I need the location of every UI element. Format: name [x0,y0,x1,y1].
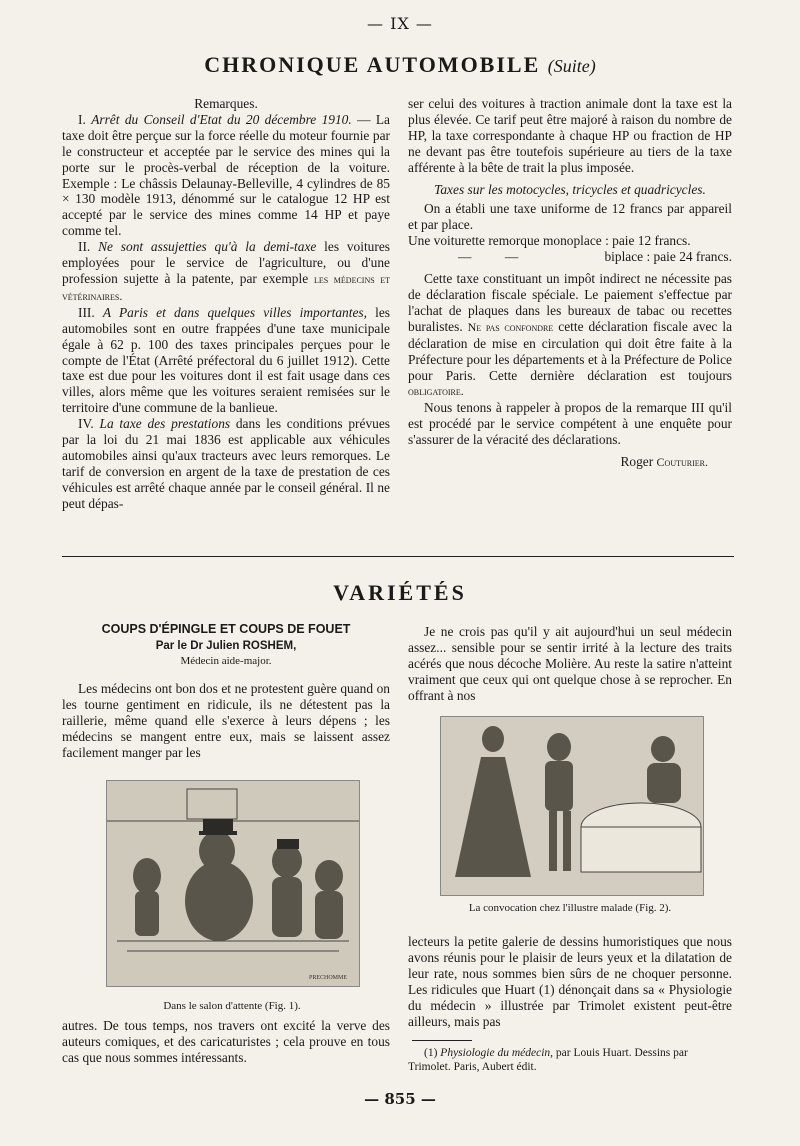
varietes-right-intro: Je ne crois pas qu'il y ait aujourd'hui un seul médecin assez... sensible pour se sentir irrité à la lecture des traits acérés que nous décoche Molière. Au reste la satire n'atteint vraiment que ceux qui ont quelque chose à se reprocher. En offrant à nos [408,624,732,703]
chronique-title: CHRONIQUE AUTOMOBILE [204,52,541,77]
article-byline: Par le Dr Julien ROSHEM, [155,640,297,652]
remarque-3 [62,305,390,416]
waiting-room-drawing [107,781,359,986]
figure-1-illustration [106,780,360,987]
page-number-bottom: — 855 — [364,1090,436,1108]
article-title: COUPS D'ÉPINGLE ET COUPS DE FOUET [101,622,351,636]
article-byline-role: Médecin aide-major. [180,655,272,667]
page-number-top: — IX — [367,14,433,33]
chronique-title-suffix: (Suite) [547,56,596,76]
voiturette-line-2 [408,249,732,265]
p4-smallcaps-2: obligatoire. [408,384,464,399]
footnote-text: par Louis Huart. Dessins par Trimolet. Paris, Aubert édit. [408,1047,688,1073]
remarque-2 [62,239,390,305]
figure-1-caption: Dans le salon d'attente (Fig. 1). [163,1000,301,1012]
footnote-italic: Physiologie du médecin, [440,1047,554,1059]
varietes-left-after: autres. De tous temps, nos travers ont excité la verve des auteurs comiques, et des caricaturistes ; cela prouve en tous cas que nous sommes intéressants. [62,1018,390,1065]
voiturette-biplace: biplace : paie 24 francs. [604,249,732,265]
remarque-1 [62,112,390,239]
fig1-signature: PRECHOMME [309,975,348,981]
remarque-2-smallcaps: les médecins et vétérinaires. [62,271,390,303]
taxes-subhead [408,182,732,198]
section-title-chronique [0,52,800,78]
section-divider [62,556,734,557]
varietes-left-intro: Les médecins ont bon dos et ne protestent guère quand on les tourne gentiment en ridicule, ils ne détestent pas la raillerie, même quand elle s'exerce à leurs dépens ; les médecins se mangent entre eux, mais se laissent assez facilement manger par les [62,681,390,760]
signature-first: Roger [620,454,657,470]
chronique-right-column [408,96,732,471]
varietes-right-intro-block [408,624,732,704]
footnote [408,1046,732,1074]
remarques-heading: Remarques. [194,96,258,111]
p4-smallcaps-1: Ne pas confondre [467,319,554,334]
figure-2-caption: La convocation chez l'illustre malade (Fig. 2). [468,902,672,914]
remarque-1-number: I. [78,111,92,127]
remarque-4-italic: La taxe des prestations [99,416,231,432]
remarque-3-text: les automobiles sont en outre frappées d'une taxe municipale égale à 62 p. 100 des taxes principales perçues pour le compte de l'État (Arrêté préfectoral du 6 juillet 1912). Cette taxe est due pour les voitures dont il est fait usage dans ces villes, alors même que les voitures seraient remisées sur le territoire d'une commune de la banlieue. [62,304,390,416]
varietes-left-after-block [62,1018,390,1066]
varietes-right-after-block [408,934,732,1029]
remarque-1-text: — La taxe doit être perçue sur la force réelle du moteur fournie par le constructeur et acceptée par le service des mines qui la porte sur le procès-verbal de réception de la voiture. Exemple : Le châssis Delaunay-Belleville, 4 cylindres de 85 × 130 modèle 1913, dénommé sur le catalogue 12 HP est accepté par le service des mines comme 14 HP et paye comme tel. [62,111,390,239]
remarque-4-number: IV. [78,416,100,432]
varietes-right-after: lecteurs la petite galerie de dessins humoristiques que nous avons réunis pour le plaisir de leurs yeux et la dilatation de leur rate, nous sommes bien sûrs de ne choquer personne. Les ridicules que Huart (1) dénonçait dans sa « Physiologie du médecin » illustrée par Trimolet existent peut-être ailleurs, mais pas [408,934,732,1029]
remarque-4 [62,416,390,511]
chronique-right-p1: ser celui des voitures à traction animale dont la taxe est la plus élevée. Ce tarif peut être majoré à raison du nombre de HP, la taxe correspondante à chaque HP ou fraction de HP ne devant pas être toutefois supérieure au tiers de la taxe afférente à la bête de trait la plus imposée. [408,96,732,175]
section-title-varietes: VARIÉTÉS [333,580,467,605]
remarque-3-number: III. [78,304,103,320]
chronique-right-p2: On a établi une taxe uniforme de 12 francs par appareil et par place. [408,201,732,233]
remarque-4-text: dans les conditions prévues par la loi du 21 mai 1836 est applicable aux véhicules automobiles ainsi qu'aux tracteurs avec leurs remorques. Le tarif de conversion en argent de la taxe de prestation de ces véhicules est arrêté chaque année par le conseil général. Il ne peut dépas- [62,416,390,511]
figure-2-illustration [440,716,704,896]
footnote-rule [412,1040,472,1041]
taxes-subhead-text: Taxes sur les motocycles, tricycles et quadricycles. [434,181,706,197]
p4-text-b: cette déclaration fiscale avec la déclaration de mise en circulation qui doit être faite à la Préfecture pour les départements et à la Préfecture de Police pour Paris. Cette dernière déclaration est toujours [408,318,733,383]
varietes-left-column [62,622,390,761]
voiturette-dashes: — — [458,249,519,265]
p4-text-a: Cette taxe constituant un impôt indirect ne nécessite pas de déclaration fiscale spéciale. Le paiement s'effectue par l'achat de plaques dans les bureaux de tabac ou recettes buralistes. [408,271,732,334]
signature [408,454,732,471]
chronique-left-column [62,96,390,512]
remarque-2-italic: Ne sont assujetties qu'à la demi-taxe [98,239,317,255]
convocation-drawing [441,717,703,895]
remarque-3-italic: A Paris et dans quelques villes importantes, [102,304,367,320]
remarque-1-italic: Arrêt du Conseil d'Etat du 20 décembre 1910. [91,111,352,127]
footnote-number: (1) [424,1047,441,1059]
chronique-right-p4 [408,271,732,400]
chronique-right-p5: Nous tenons à rappeler à propos de la remarque III qu'il est procédé par le service compétent à une enquête pour s'assurer de la véracité des déclarations. [408,400,732,448]
remarque-2-number: II. [78,239,99,255]
voiturette-line-1: Une voiturette remorque monoplace : paie 12 francs. [408,233,691,249]
remarque-2-text: les voitures employées pour le service de l'agriculture, ou d'une profession sujette à la patente, par exemple [62,239,390,286]
varietes-left-intro-block [62,681,390,761]
signature-last: Couturier. [656,455,708,470]
